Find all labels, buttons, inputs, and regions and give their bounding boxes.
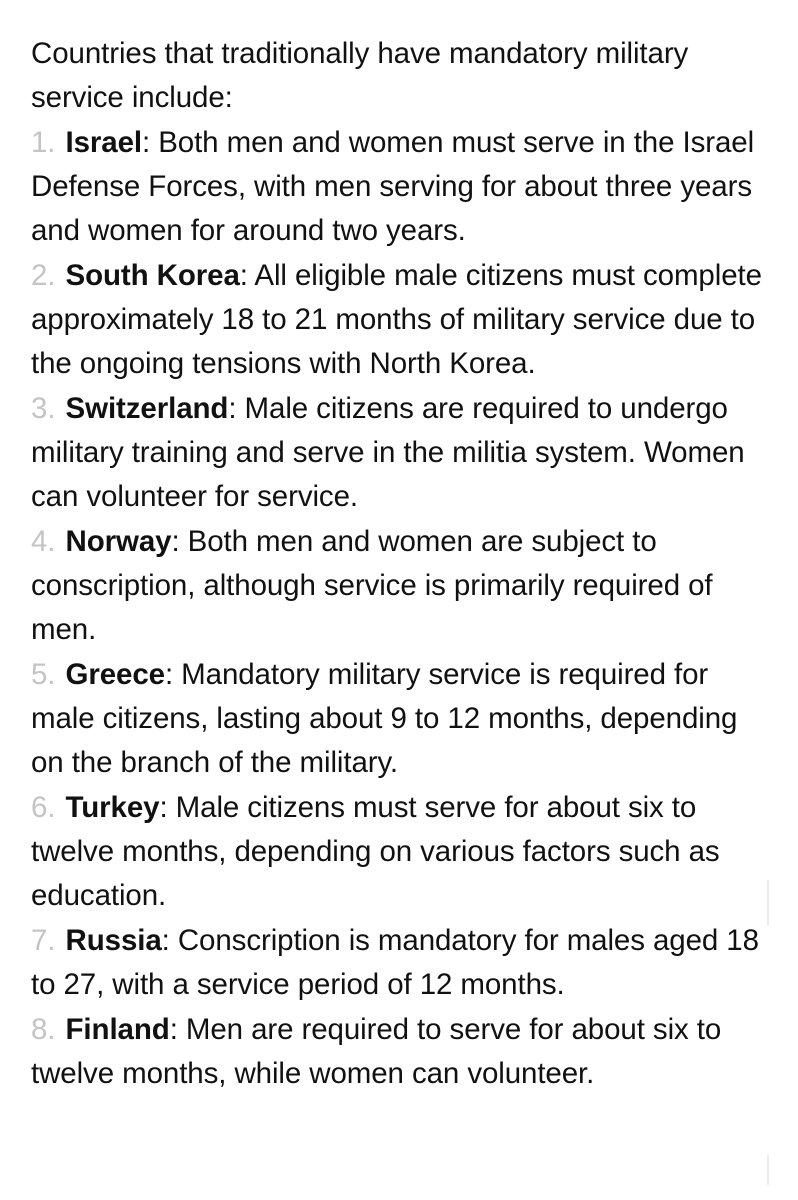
country-name: Switzerland — [65, 392, 229, 425]
country-name: Norway — [65, 525, 172, 558]
list-item — [31, 1008, 776, 1096]
response-text — [31, 32, 776, 1097]
country-description: : Conscription is mandatory for males aged 18 to 27, with a service period of 12 months. — [31, 924, 759, 1001]
list-item — [31, 786, 776, 918]
scroll-edge-mark — [767, 1155, 769, 1185]
country-description: : Both men and women must serve in the Israel Defense Forces, with men serving for about three years and women for around two years. — [31, 126, 755, 247]
list-number: 4. — [31, 525, 56, 558]
list-number: 2. — [31, 259, 56, 292]
list-number: 5. — [31, 658, 56, 691]
list-number: 8. — [31, 1013, 56, 1046]
country-description: : All eligible male citizens must complete approximately 18 to 21 months of military service due to the ongoing tensions with North Korea. — [31, 259, 762, 380]
country-description: : Mandatory military service is required for male citizens, lasting about 9 to 12 months, depending on the branch of the military. — [31, 658, 738, 779]
country-name: Turkey — [65, 791, 160, 824]
list-number: 6. — [31, 791, 56, 824]
country-name: Russia — [65, 924, 162, 957]
country-name: Greece — [65, 658, 165, 691]
country-description: : Men are required to serve for about six to twelve months, while women can volunteer. — [31, 1013, 722, 1090]
list-item — [31, 254, 776, 386]
list-item — [31, 919, 776, 1007]
list-item — [31, 653, 776, 785]
intro-paragraph: Countries that traditionally have mandatory military service include: — [31, 37, 689, 114]
scroll-edge-mark — [767, 880, 769, 926]
list-number: 1. — [31, 126, 56, 159]
country-name: Israel — [65, 126, 143, 159]
country-description: : Male citizens are required to undergo military training and serve in the militia system. Women can volunteer for service. — [31, 392, 745, 513]
list-number: 7. — [31, 924, 56, 957]
country-name: Finland — [65, 1013, 170, 1046]
country-description: : Both men and women are subject to conscription, although service is primarily required of men. — [31, 525, 713, 646]
list-number: 3. — [31, 392, 56, 425]
country-description: : Male citizens must serve for about six to twelve months, depending on various factors such as education. — [31, 791, 720, 912]
country-name: South Korea — [65, 259, 240, 292]
country-list — [31, 121, 776, 1096]
list-item — [31, 121, 776, 253]
list-item — [31, 520, 776, 652]
list-item — [31, 387, 776, 519]
